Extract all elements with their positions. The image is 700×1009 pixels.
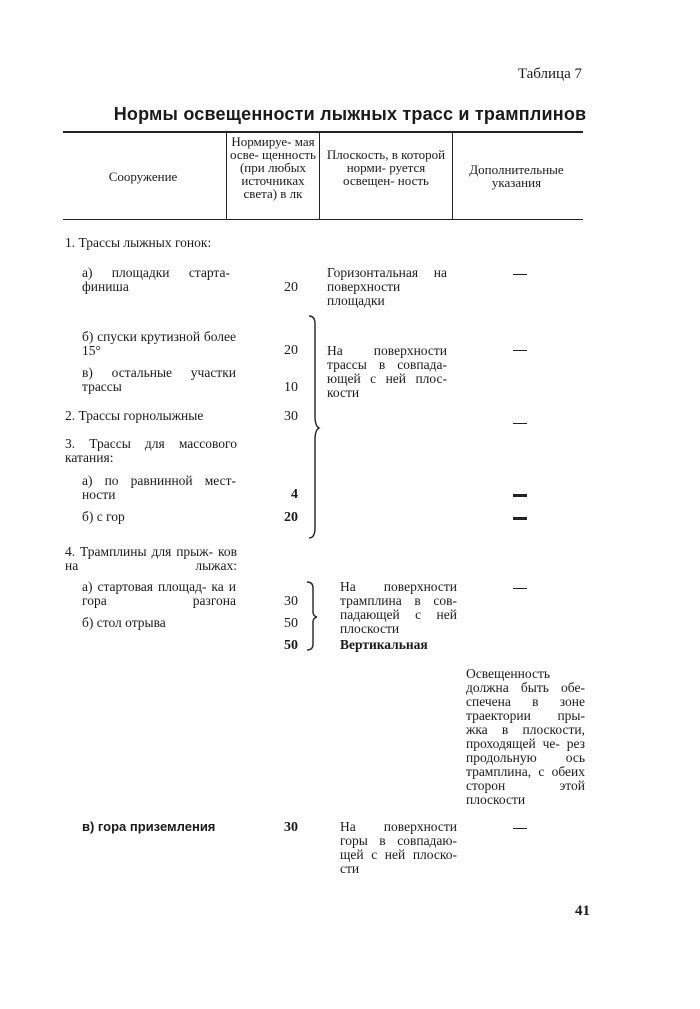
row-value: 20 <box>284 280 298 295</box>
header-notes: Дополнительные указания <box>469 162 564 190</box>
header-divider <box>319 133 320 219</box>
row-label: в) остальные участки трассы <box>82 365 236 394</box>
row-label: а) по равнинной мест- ности <box>82 473 236 502</box>
row-note-dash <box>513 517 527 520</box>
row-note-dash <box>513 350 527 351</box>
row-plane: Горизонтальная на поверхности площадки <box>327 265 447 308</box>
row-label: 1. Трассы лыжных гонок: <box>65 235 212 250</box>
row-value: 50 <box>284 638 298 653</box>
row-note-dash <box>513 423 527 424</box>
header-structure: Сооружение <box>108 169 178 184</box>
row-value: 30 <box>284 594 298 609</box>
row-label: б) стол отрыва <box>82 615 166 630</box>
row-value: 20 <box>284 510 298 525</box>
header-divider <box>226 133 227 219</box>
row-plane: Вертикальная <box>340 637 428 652</box>
row-label: 3. Трассы для массового катания: <box>65 436 237 465</box>
row-label: 2. Трассы горнолыжные <box>65 408 204 423</box>
group-plane: На поверхности трамплина в сов- падающей с ней плоскости <box>340 579 457 636</box>
header-bottom-rule <box>63 219 583 220</box>
table-caption: Таблица 7 <box>517 66 582 82</box>
row-note-dash <box>513 828 527 829</box>
row-label: а) площадки старта-финиша <box>82 265 230 294</box>
row-note-dash <box>513 588 527 589</box>
group-brace <box>306 582 318 650</box>
row-label: а) стартовая площад- ка и гора разгона <box>82 579 236 608</box>
row-note-dash <box>513 274 527 275</box>
row-label: 4. Трамплины для прыж- ков на лыжах: <box>65 544 237 573</box>
row-plane: На поверхности горы в совпадаю- щей с ней плоско- сти <box>340 819 457 876</box>
row-value: 50 <box>284 616 298 631</box>
header-divider <box>452 133 453 219</box>
row-label: в) гора приземления <box>82 819 216 834</box>
row-label: б) спуски крутизной более 15° <box>82 329 236 358</box>
group-brace <box>308 316 320 538</box>
row-value: 10 <box>284 380 298 395</box>
row-value: 30 <box>284 820 298 835</box>
row-note: Освещенность должна быть обе- спечена в зоне траектории пры- жка в плоскости, проходящей че- рез продольную ось трамплина, с обеих сторон этой плоскости <box>466 666 585 807</box>
row-value: 4 <box>291 487 298 502</box>
header-plane: Плоскость, в которой норми- руется освещен- ность <box>326 147 446 188</box>
group-plane: На поверхности трассы в совпада- ющей с ней плос- кости <box>327 343 447 400</box>
header-illuminance: Нормируе- мая осве- щенность (при любых источниках света) в лк <box>230 134 316 201</box>
page-number: 41 <box>575 903 590 919</box>
row-label: б) с гор <box>82 509 125 524</box>
table-title: Нормы освещенности лыжных трасс и трамплинов <box>113 104 587 124</box>
top-rule <box>63 131 583 133</box>
row-value: 30 <box>284 409 298 424</box>
row-value: 20 <box>284 343 298 358</box>
row-note-dash <box>513 494 527 497</box>
